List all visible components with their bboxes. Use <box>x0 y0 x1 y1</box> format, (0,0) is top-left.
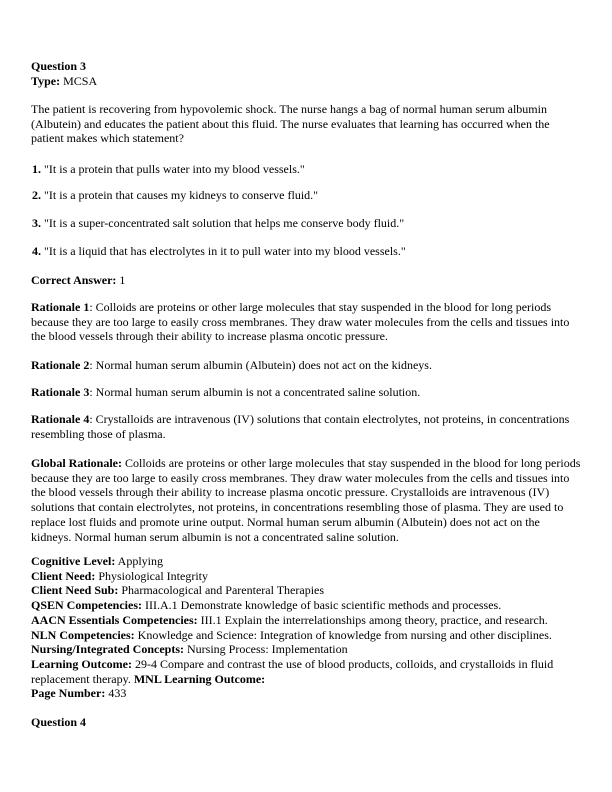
meta-block <box>31 554 583 701</box>
rationale-4: Rationale 4: Crystalloids are intravenous (IV) solutions that contain electrolytes, not proteins, in concentrations resembling those of plasma. <box>31 412 570 441</box>
nln-competencies: NLN Competencies: Knowledge and Science: Integration of knowledge from nursing and other disciplines. <box>31 627 552 642</box>
answer-option-3: 3. "It is a super-concentrated salt solution that helps me conserve body fluid." <box>32 216 405 230</box>
answer-option-1: 1. "It is a protein that pulls water into my blood vessels." <box>32 162 305 176</box>
aacn-competencies: AACN Essentials Competencies: III.1 Explain the interrelationships among theory, practice, and research. <box>31 612 548 627</box>
next-question-title: Question 4 <box>31 715 87 729</box>
mnl-learning-outcome: MNL Learning Outcome: <box>133 671 266 686</box>
learning-outcome: Learning Outcome: 29-4 Compare and contrast the use of blood products, colloids, and crystalloids in fluid replacement therapy. MNL Learning Outcome: <box>31 656 554 686</box>
page-number: Page Number: 433 <box>31 686 127 701</box>
rationale-2: Rationale 2: Normal human serum albumin (Albutein) does not act on the kidneys. <box>31 358 432 372</box>
client-need: Client Need: Physiological Integrity <box>31 568 208 583</box>
correct-answer: Correct Answer: 1 <box>31 273 126 287</box>
nursing-integrated-concepts: Nursing/Integrated Concepts: Nursing Process: Implementation <box>31 642 348 657</box>
global-rationale: Global Rationale: Colloids are proteins or other large molecules that stay suspended in the blood for long periods because they are too large to easily cross membranes. They draw water molecules from the cells and tissues into the blood vessels through their ability to increase plasma oncotic pressure. Crystalloids are intravenous (IV) solutions that contain electrolytes, not proteins, in concentrations resembling those of plasma. They are used to replace lost fluids and promote urine output. Normal human serum albumin (Albutein) does not act on the kidneys. Normal human serum albumin is not a concentrated saline solution. <box>31 456 581 544</box>
answer-option-4: 4. "It is a liquid that has electrolytes in it to pull water into my blood vessels." <box>32 244 406 258</box>
client-need-sub: Client Need Sub: Pharmacological and Parenteral Therapies <box>31 583 325 598</box>
question-title: Question 3 <box>31 59 87 73</box>
cognitive-level: Cognitive Level: Applying <box>31 554 164 568</box>
qsen-competencies: QSEN Competencies: III.A.1 Demonstrate knowledge of basic scientific methods and processes. <box>31 598 502 613</box>
question-type: Type: MCSA <box>31 74 98 88</box>
rationale-3: Rationale 3: Normal human serum albumin is not a concentrated saline solution. <box>31 385 421 399</box>
answer-option-2: 2. "It is a protein that causes my kidneys to conserve fluid." <box>32 188 319 202</box>
question-stem: The patient is recovering from hypovolemic shock. The nurse hangs a bag of normal human serum albumin (Albutein) and educates the patient about this fluid. The nurse evaluates that learning has occurred when the patient makes which statement? <box>31 102 550 146</box>
rationale-1: Rationale 1: Colloids are proteins or other large molecules that stay suspended in the blood for long periods because they are too large to easily cross membranes. They draw water molecules from the cells and tissues into the blood vessels through their ability to increase plasma oncotic pressure. <box>31 300 570 344</box>
